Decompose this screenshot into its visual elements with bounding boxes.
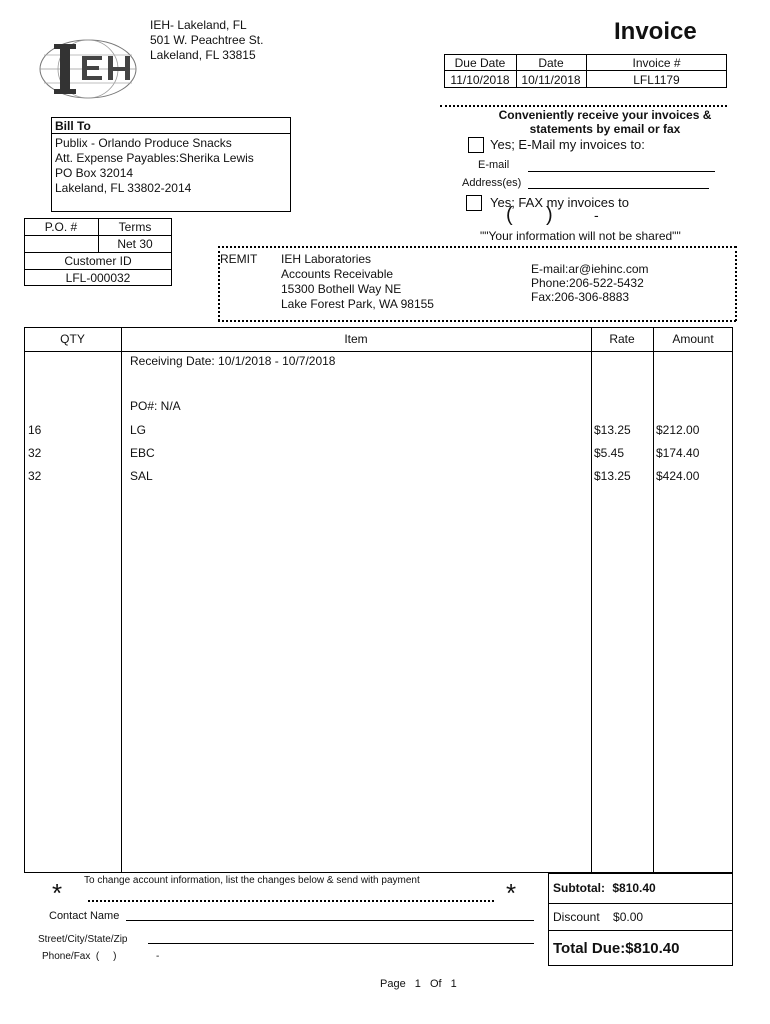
fax-option-label: Yes; FAX my invoices to (490, 195, 629, 210)
item-header: Item (344, 332, 368, 346)
total-due-value: $810.40 (625, 940, 680, 957)
remit-label: REMIT (220, 252, 258, 266)
row-qty: 32 (28, 469, 42, 483)
page-current: 1 (414, 978, 421, 990)
invoice-number-label: Invoice # (632, 56, 681, 70)
po-note: PO#: N/A (130, 399, 181, 413)
remit-line: 15300 Bothell Way NE (281, 282, 402, 296)
star-left: * (52, 878, 63, 908)
amount-header: Amount (672, 332, 714, 346)
terms-value: Net 30 (117, 237, 153, 251)
bill-to-line: Att. Expense Payables:Sherika Lewis (55, 151, 254, 165)
qty-header: QTY (60, 332, 85, 346)
fax-checkbox[interactable] (466, 195, 482, 211)
row-item: SAL (130, 469, 153, 483)
row-amount: $212.00 (656, 423, 700, 437)
row-amount: $424.00 (656, 469, 700, 483)
email-checkbox[interactable] (468, 137, 484, 153)
fax-dash: - (594, 207, 599, 223)
row-amount: $174.40 (656, 446, 700, 460)
email-label: E-mail (478, 159, 510, 171)
terms-label: Terms (118, 220, 152, 234)
subtotal-label: Subtotal: (553, 881, 605, 895)
fax-paren-close: ) (546, 204, 553, 226)
row-qty: 32 (28, 446, 42, 460)
electronic-subheading: statements by email or fax (529, 122, 681, 136)
remit-line: IEH Laboratories (281, 252, 372, 266)
phone-dash: - (156, 951, 160, 962)
remit-phone: Phone:206-522-5432 (531, 276, 644, 290)
subtotal-value: $810.40 (612, 881, 656, 895)
change-note: To change account information, list the changes below & send with payment (84, 875, 420, 886)
row-rate: $13.25 (594, 423, 631, 437)
customer-id-label: Customer ID (64, 254, 132, 268)
customer-id-value: LFL-000032 (65, 271, 131, 285)
remit-line: Lake Forest Park, WA 98155 (281, 297, 434, 311)
remit-email: E-mail:ar@iehinc.com (531, 262, 649, 276)
po-label: P.O. # (44, 220, 78, 234)
fax-paren-open: ( (506, 204, 513, 226)
date-value: 10/11/2018 (521, 73, 581, 87)
page-label: Page (380, 978, 406, 990)
row-rate: $5.45 (594, 446, 625, 460)
row-qty: 16 (28, 423, 42, 437)
street-label: Street/City/State/Zip (38, 934, 128, 945)
address-input-line[interactable] (528, 188, 709, 189)
page-indicator (380, 978, 457, 990)
due-date-label: Due Date (454, 56, 506, 70)
row-rate: $13.25 (594, 469, 631, 483)
privacy-note: ""Your information will not be shared"" (480, 229, 681, 243)
remit-fax: Fax:206-306-8883 (531, 290, 630, 304)
discount-value: $0.00 (613, 910, 644, 924)
company-street: 501 W. Peachtree St. (150, 33, 264, 47)
phone-fax-label: Phone/Fax ( ) (42, 951, 117, 962)
bill-to-label: Bill To (55, 119, 91, 133)
receiving-date: Receiving Date: 10/1/2018 - 10/7/2018 (130, 354, 336, 368)
star-right: * (506, 878, 517, 908)
street-input-line[interactable] (148, 943, 534, 944)
email-input-line[interactable] (528, 171, 715, 172)
bill-to-line: Lakeland, FL 33802-2014 (55, 181, 192, 195)
page-of: Of (429, 978, 442, 990)
page-total: 1 (450, 978, 457, 990)
row-item: LG (130, 423, 147, 437)
email-option-label: Yes; E-Mail my invoices to: (490, 137, 645, 152)
bill-to-line: Publix - Orlando Produce Snacks (55, 136, 232, 150)
invoice-title: Invoice (614, 18, 697, 45)
discount-label: Discount (553, 910, 600, 924)
date-label: Date (538, 56, 564, 70)
company-city: Lakeland, FL 33815 (150, 48, 256, 62)
address-label: Address(es) (462, 177, 522, 189)
contact-name-input-line[interactable] (126, 920, 534, 921)
company-name: IEH- Lakeland, FL (150, 18, 247, 32)
row-item: EBC (130, 446, 155, 460)
bill-to-line: PO Box 32014 (55, 166, 134, 180)
invoice-number-value: LFL1179 (633, 73, 680, 87)
due-date-value: 11/10/2018 (450, 73, 510, 87)
contact-name-label: Contact Name (49, 910, 120, 922)
remit-line: Accounts Receivable (281, 267, 394, 281)
rate-header: Rate (609, 332, 635, 346)
company-logo (38, 38, 138, 100)
total-due-label: Total Due: (553, 940, 626, 957)
electronic-heading: Conveniently receive your invoices & (498, 108, 712, 122)
